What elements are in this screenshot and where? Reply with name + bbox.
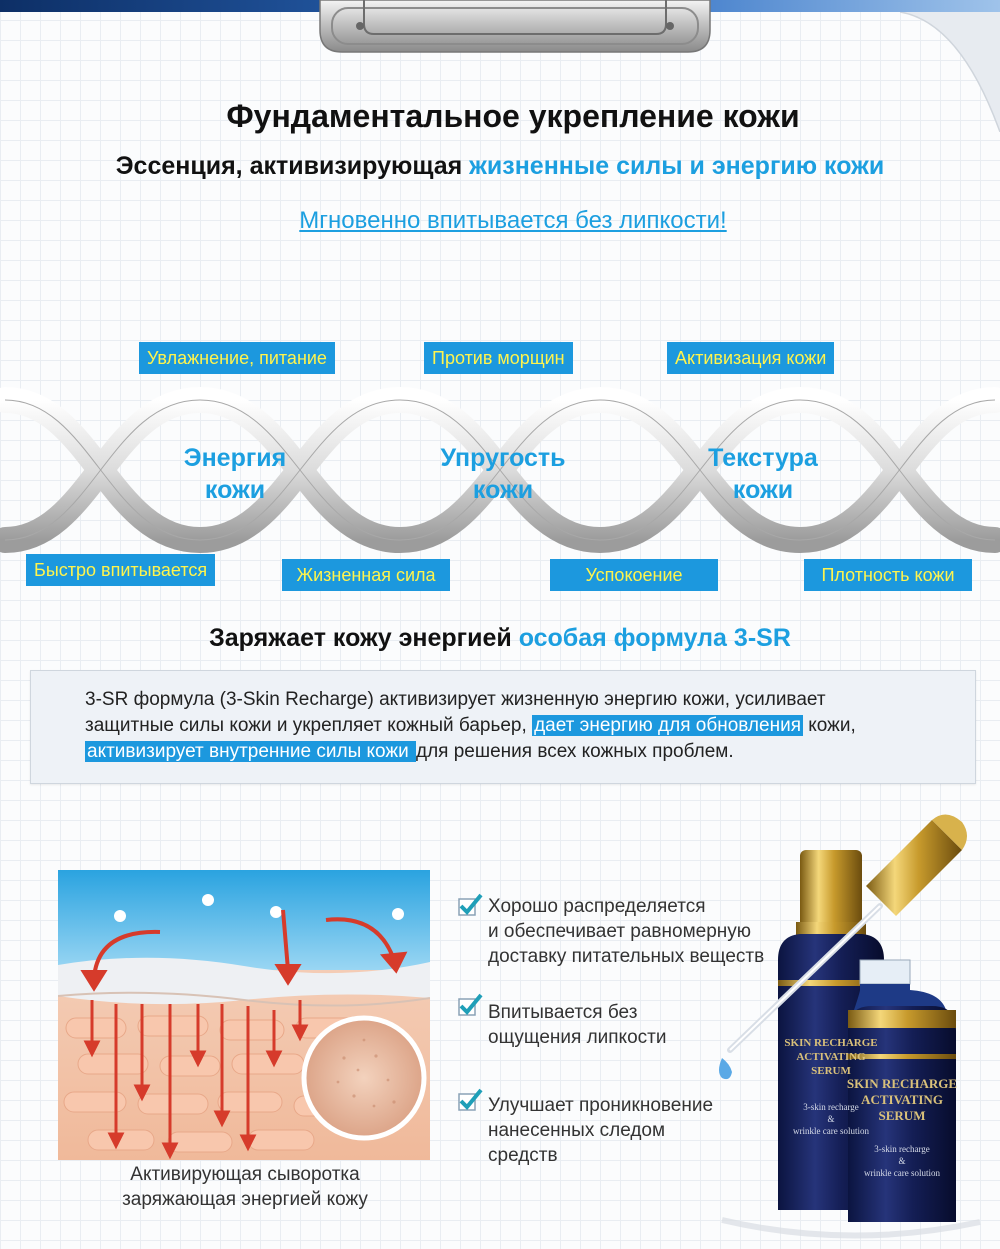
absorb-link[interactable]: Мгновенно впитывается без липкости! — [299, 207, 727, 234]
tag-moisturizing: Увлажнение, питание — [139, 342, 335, 374]
tag-anti-wrinkle: Против морщин — [424, 342, 573, 374]
subtitle — [0, 152, 1000, 181]
front-small-1: 3-skin recharge — [874, 1144, 930, 1154]
tag-activation: Активизация кожи — [667, 342, 834, 374]
main-title: Фундаментальное укрепление кожи — [226, 98, 800, 134]
tag-vitality: Жизненная сила — [282, 559, 450, 591]
checkmark-icon — [457, 993, 483, 1017]
formula-heading: Заряжает кожу энергией особая формула 3-SR — [209, 624, 791, 652]
subtitle-blue: жизненные силы и энергию кожи — [469, 152, 885, 180]
back-small-2: & — [827, 1114, 835, 1124]
front-small-3: wrinkle care solution — [864, 1168, 940, 1178]
back-small-1: 3-skin recharge — [803, 1102, 859, 1112]
back-small-3: wrinkle care solution — [793, 1126, 869, 1136]
node-elasticity: Упругость кожи — [440, 444, 566, 504]
tag-soothing: Успокоение — [550, 559, 718, 591]
formula-description: 3-SR формула (3-Skin Recharge) активизирует жизненную энергию кожи, усиливает защитные силы кожи и укрепляет кожный барьер, дает энергию для обновления кожи, активизирует внутренние силы кожи для решения всех кожных проблем. — [85, 689, 856, 762]
feature-non-sticky: Впитывается без ощущения липкости — [488, 1002, 667, 1048]
front-label-1: SKIN RECHARGE — [846, 1076, 958, 1091]
checkmark-icon — [457, 893, 483, 917]
tag-density: Плотность кожи — [804, 559, 972, 591]
subtitle-black: Эссенция, активизирующая — [115, 152, 463, 180]
node-energy: Энергия кожи — [183, 444, 287, 504]
tag-fast-absorb: Быстро впитывается — [26, 554, 215, 586]
checkmark-icon — [457, 1088, 483, 1112]
back-label-3: SERUM — [811, 1065, 851, 1077]
front-label-2: ACTIVATING — [861, 1092, 943, 1107]
serum-bottles-image — [700, 810, 1000, 1240]
node-texture: Текстура кожи — [708, 444, 818, 504]
illustration-caption: Активирующая сыворотка заряжающая энергией кожу — [122, 1164, 368, 1210]
highlight-inner-strength: активизирует внутренние силы кожи — [87, 741, 414, 762]
formula-description-box — [30, 670, 976, 784]
skin-absorption-illustration — [58, 870, 430, 1160]
highlight-renewal: дает энергию для обновления — [534, 715, 801, 736]
front-small-2: & — [898, 1156, 906, 1166]
front-label-3: SERUM — [878, 1108, 926, 1123]
feature-distribution: Хорошо распределяется и обеспечивает равномерную доставку питательных веществ — [488, 896, 765, 967]
back-label-1: SKIN RECHARGE — [784, 1037, 878, 1049]
clipboard-clip — [310, 0, 720, 56]
feature-penetration: Улучшает проникновение нанесенных следом средств — [488, 1095, 714, 1166]
back-label-2: ACTIVATING — [796, 1051, 866, 1063]
